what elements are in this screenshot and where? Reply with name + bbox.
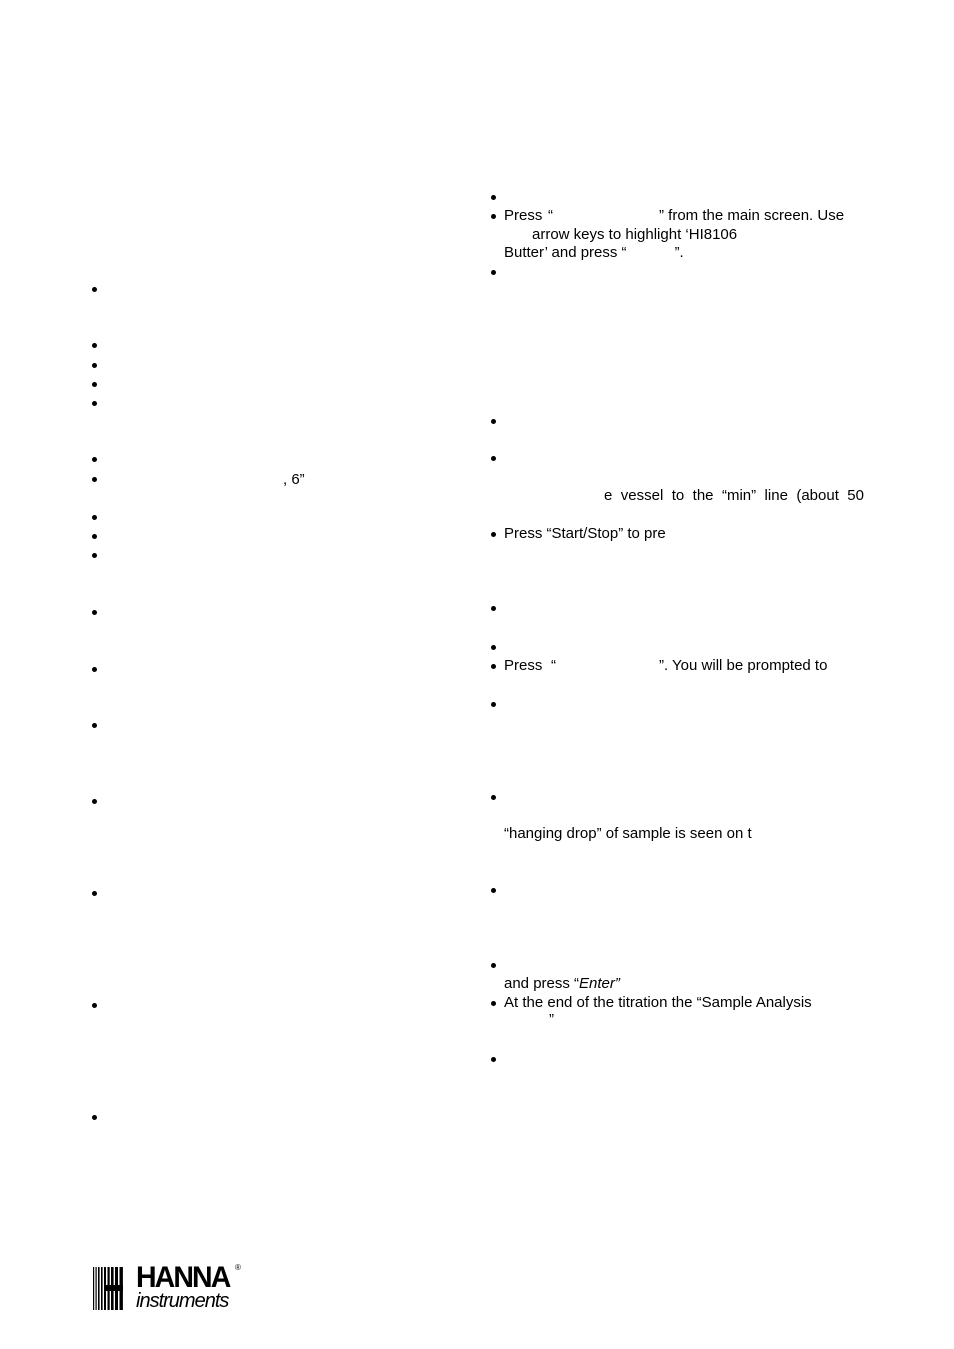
text-press: Press (504, 207, 543, 224)
text-close-quote: ”. (674, 244, 684, 261)
text-and-press: and press “ (504, 975, 580, 992)
bullet (491, 888, 496, 893)
bullet (491, 532, 496, 537)
bullet (491, 795, 496, 800)
bullet (92, 534, 97, 539)
bullet (92, 1003, 97, 1008)
bullet (491, 606, 496, 611)
bullet (491, 1001, 496, 1006)
bullet (491, 702, 496, 707)
logo-reg-mark: ® (235, 1263, 241, 1272)
logo-hanna-text: HANNA (136, 1261, 230, 1294)
text-press-2: Press (504, 657, 543, 674)
bullet (92, 457, 97, 462)
text-and-press-enter (504, 975, 620, 993)
bullet (92, 401, 97, 406)
text-quote-open-2: “ (551, 657, 556, 674)
text-enter: Enter” (579, 975, 620, 992)
bullet (92, 553, 97, 558)
bullet (491, 270, 496, 275)
bullet (92, 287, 97, 292)
bullet (491, 195, 496, 200)
text-close-quote-2: ” (549, 1011, 554, 1028)
text-quote-open: “ (548, 207, 553, 224)
bullet (491, 664, 496, 669)
bullet (92, 477, 97, 482)
bullet (92, 1115, 97, 1120)
bullet (92, 799, 97, 804)
bullet (491, 645, 496, 650)
bullet (491, 963, 496, 968)
bullet (92, 382, 97, 387)
bullet (491, 419, 496, 424)
bullet (92, 667, 97, 672)
text-start-stop: Press “Start/Stop” to pre (504, 525, 666, 542)
bullet (92, 363, 97, 368)
hanna-instruments-logo (92, 1261, 252, 1313)
text-butter-press (504, 244, 684, 262)
bullet (92, 515, 97, 520)
bullet (491, 456, 496, 461)
bullet (92, 610, 97, 615)
text-arrow-keys: arrow keys to highlight ‘HI8106 (532, 226, 738, 243)
bullet (92, 723, 97, 728)
text-prompted: ”. You will be prompted to (659, 657, 828, 674)
text-end-of-titration: At the end of the titration the “Sample Analysis (504, 994, 812, 1011)
text-from-main-screen: ” from the main screen. Use (659, 207, 845, 224)
bullet (491, 1057, 496, 1062)
text-hanging-drop: “hanging drop” of sample is seen on t (504, 825, 752, 842)
bullet (92, 891, 97, 896)
left-fragment-text: , 6” (283, 471, 305, 488)
text-butter: Butter’ and press “ (504, 244, 627, 261)
bullet (92, 343, 97, 348)
text-vessel-min-line: e vessel to the “min” line (about 50 (604, 487, 864, 504)
bullet (491, 214, 496, 219)
logo-instruments-text: instruments (136, 1290, 229, 1312)
